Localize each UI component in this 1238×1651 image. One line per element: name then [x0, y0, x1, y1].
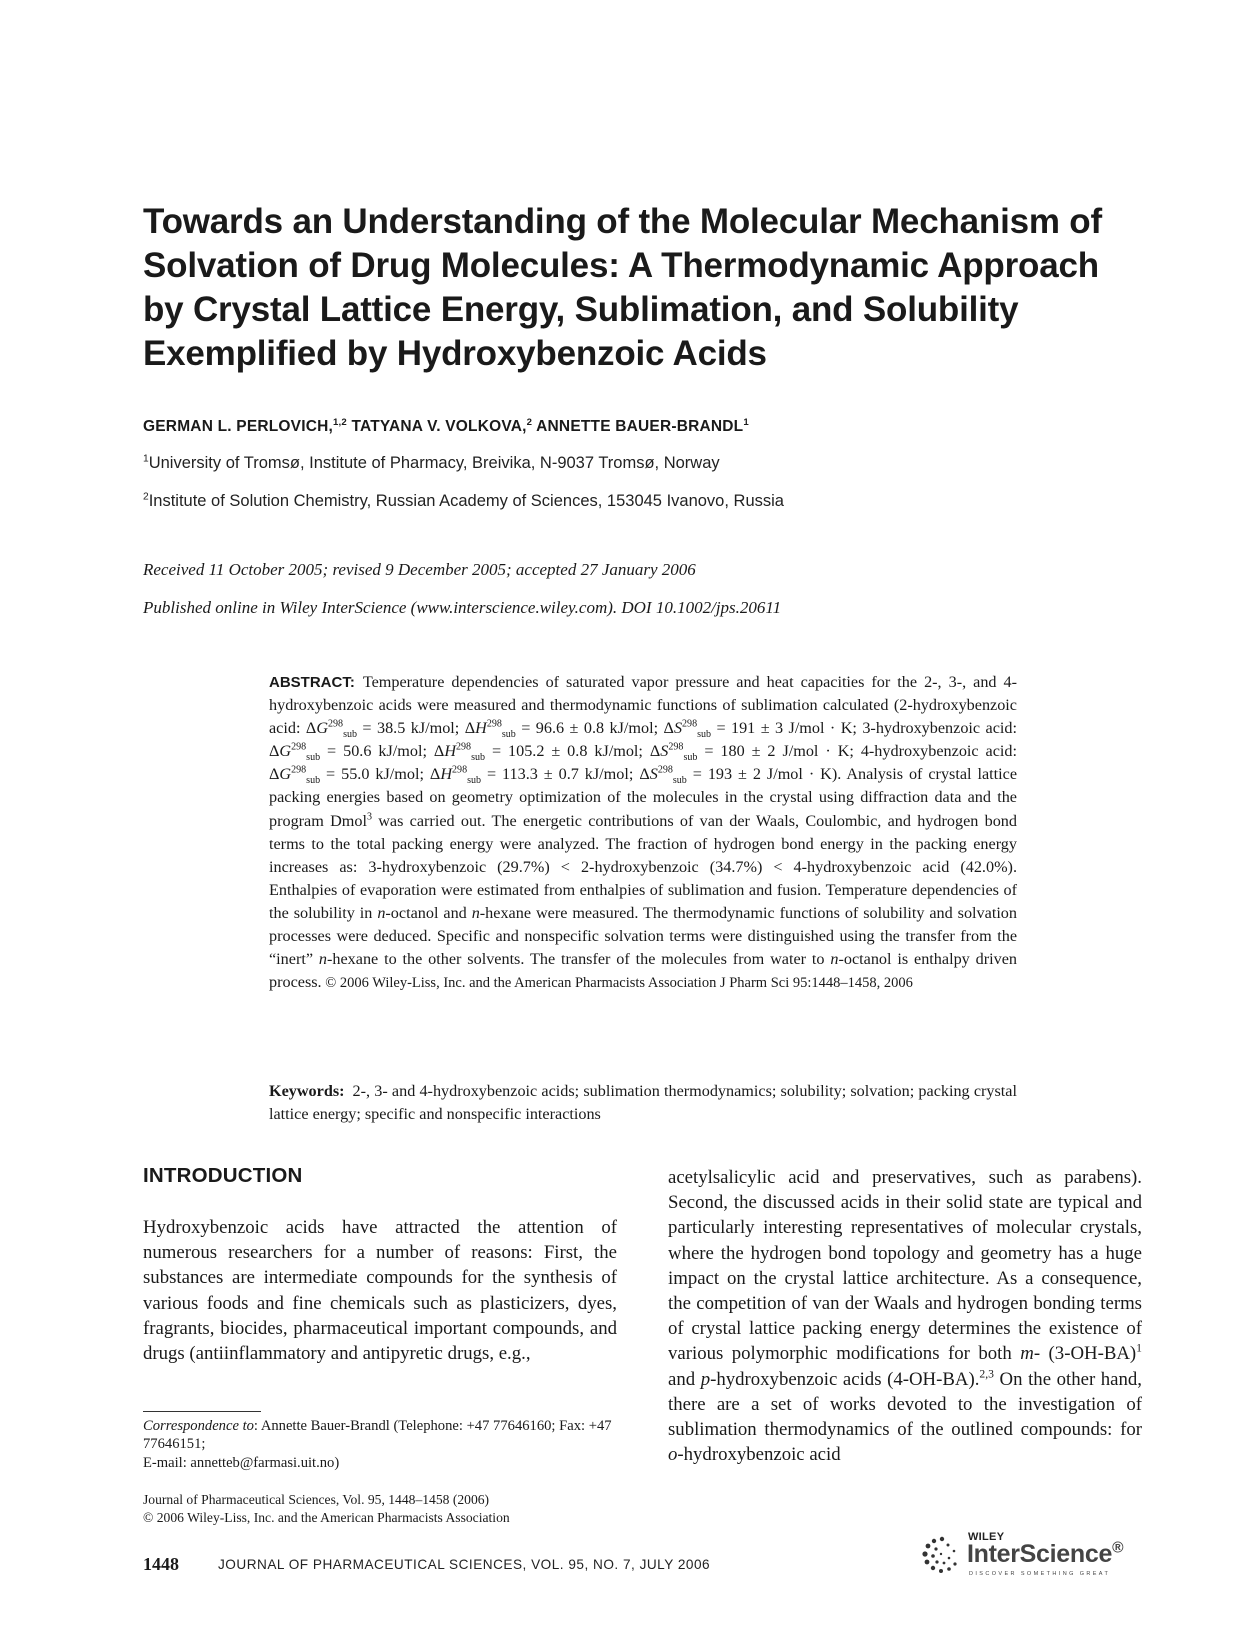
keywords	[269, 1080, 1017, 1126]
footnote-rule	[143, 1411, 261, 1412]
abstract-copyright: © 2006 Wiley-Liss, Inc. and the American Pharmacists Association J Pharm Sci 95:1448–1458, 2006	[321, 975, 913, 992]
affiliation-mark: 2	[143, 491, 149, 503]
section-heading-introduction: INTRODUCTION	[143, 1164, 303, 1187]
publication-info: Published online in Wiley InterScience (www.interscience.wiley.com). DOI 10.1002/jps.20611	[143, 598, 782, 617]
author-affiliation-mark: 2	[526, 416, 533, 428]
body-column-left: Hydroxybenzoic acids have attracted the attention of numerous researchers for a number of reasons: First, the substances are intermediate compounds for the synthesis of various foods and fine chemicals such as plasticizers, dyes, fragrants, biocides, pharmaceutical important compounds, and drugs (antiinflammatory and antipyretic drugs, e.g.,	[143, 1217, 617, 1365]
author-name: GERMAN L. PERLOVICH,	[143, 418, 334, 435]
logo-wiley-text: WILEY	[968, 1531, 1005, 1543]
page-number: 1448	[143, 1554, 179, 1574]
affiliation-mark: 1	[143, 453, 149, 465]
affiliation-text: Institute of Solution Chemistry, Russian Academy of Sciences, 153045 Ivanovo, Russia	[148, 492, 784, 510]
affiliation	[143, 492, 784, 511]
keywords-text: 2-, 3- and 4-hydroxybenzoic acids; sublimation thermodynamics; solubility; solvation; packing crystal lattice energy; specific and nonspecific interactions	[269, 1082, 1017, 1124]
received-dates: Received 11 October 2005; revised 9 December 2005; accepted 27 January 2006	[143, 560, 696, 579]
author-name: ANNETTE BAUER-BRANDL	[532, 418, 744, 435]
affiliation-text: University of Tromsø, Institute of Pharmacy, Breivika, N-9037 Tromsø, Norway	[148, 454, 720, 472]
wiley-interscience-logo	[918, 1531, 1143, 1579]
author-affiliation-mark: 1,2	[333, 416, 347, 428]
running-footer: JOURNAL OF PHARMACEUTICAL SCIENCES, VOL. 95, NO. 7, JULY 2006	[218, 1557, 711, 1572]
abstract-label: ABSTRACT:	[269, 674, 355, 691]
article-title: Towards an Understanding of the Molecular Mechanism of Solvation of Drug Molecules: A Thermodynamic Approach by Crystal Lattice Energy, Sublimation, and Solubility Exemplified by Hydroxybenzoic Acids	[143, 202, 1102, 373]
body-column-right: acetylsalicylic acid and preservatives, such as parabens). Second, the discussed acids in their solid state are typical and particularly interesting representatives of molecular crystals, where the hydrogen bond topology and geometry has a huge impact on the crystal lattice architecture. As a consequence, the competition of van der Waals and hydrogen bonding terms of crystal lattice packing energy determines the existence of various polymorphic modifications for both m- $(3-OH-BA)^1$ and p-hydroxybenzoic acids (4-OH-BA).$^{2,3}$ On the other hand, there are a set of works devoted to the investigation of sublimation thermodynamics of the outlined compounds: for o-hydroxybenzoic acid	[668, 1167, 1142, 1466]
dot-swirl-icon	[918, 1533, 964, 1577]
logo-brand-name: InterScience®	[967, 1539, 1124, 1568]
keywords-label: Keywords:	[269, 1082, 345, 1100]
author-list	[143, 418, 749, 436]
author-affiliation-mark: 1	[743, 416, 749, 428]
journal-citation: Journal of Pharmaceutical Sciences, Vol. 95, 1448–1458 (2006) © 2006 Wiley-Liss, Inc. and the American Pharmacists Association	[143, 1492, 510, 1525]
correspondence-email: E-mail: annetteb@farmasi.uit.no)	[143, 1454, 340, 1471]
citation-ref: 1	[1136, 1342, 1142, 1356]
citation-ref: 2,3	[979, 1367, 994, 1381]
abstract: ABSTRACT: Temperature dependencies of saturated vapor pressure and heat capacities for the 2-, 3-, and 4-hydroxybenzoic acids were measured and thermodynamic functions of sublimation calculated (2-hydroxybenzoic acid: $\Delta G^{298}_{sub} = 38.5$ kJ/mol; $\Delta H^{298}_{sub} = 96.6 \pm 0.8$ kJ/mol; $\Delta S^{298}_{sub} = 191 \pm 3$ J/mol · K; 3-hydroxybenzoic acid: $\Delta G^{298}_{sub} = 50.6$ kJ/mol; $\Delta H^{298}_{sub} = 105.2 \pm 0.8$ kJ/mol; $\Delta S^{298}_{sub} = 180 \pm 2$ J/mol · K; 4-hydroxybenzoic acid: $\Delta G^{298}_{sub} = 55.0$ kJ/mol; $\Delta H^{298}_{sub} = 113.3 \pm 0.7$ kJ/mol; $\Delta S^{298}_{sub} = 193 \pm 2$ J/mol · K). Analysis of crystal lattice packing energies based on geometry optimization of the molecules in the crystal using diffraction data and the program Dmol$^3$ was carried out. The energetic contributions of van der Waals, Coulombic, and hydrogen bond terms to the total packing energy were analyzed. The fraction of hydrogen bond energy in the packing energy increases as: 3-hydroxybenzoic (29.7%) < 2-hydroxybenzoic (34.7%) < 4-hydroxybenzoic acid (42.0%). Enthalpies of evaporation were estimated from enthalpies of sublimation and fusion. Temperature dependencies of the solubility in n-octanol and n-hexane were measured. The thermodynamic functions of solubility and solvation processes were deduced. Specific and nonspecific solvation terms were distinguished using the transfer from the “inert” n-hexane to the other solvents. The transfer of the molecules from water to n-octanol is enthalpy driven process. © 2006 Wiley-Liss, Inc. and the American Pharmacists Association J Pharm Sci 95:1448–1458, 2006	[269, 673, 1017, 992]
logo-tagline: DISCOVER SOMETHING GREAT	[969, 1571, 1111, 1577]
correspondence-footnote: Correspondence to: Annette Bauer-Brandl (Telephone: +47 77646160; Fax: +47 77646151; E-mail: annetteb@farmasi.uit.no)	[143, 1418, 612, 1471]
author-name: TATYANA V. VOLKOVA,	[346, 418, 527, 435]
affiliation	[143, 454, 720, 473]
